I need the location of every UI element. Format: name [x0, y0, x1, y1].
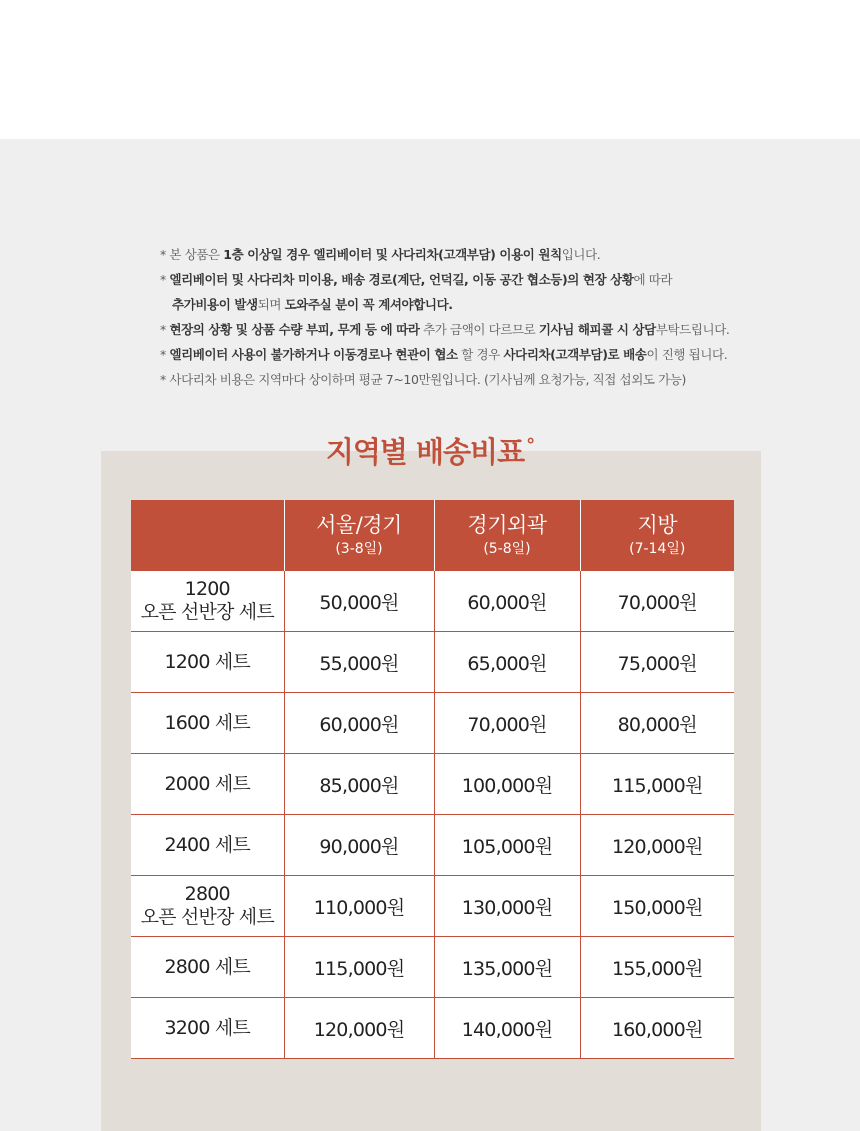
note-emphasis: 현장의 상황 및 상품 수량 부피, 무게 등 에 따라	[169, 322, 420, 337]
note-text: 입니다.	[561, 247, 601, 262]
note-text: 부탁드립니다.	[655, 322, 730, 337]
price-cell: 115,000원	[284, 937, 434, 998]
product-name-cell	[131, 937, 284, 998]
delivery-note	[160, 267, 820, 292]
table-row	[131, 754, 734, 815]
note-text: *	[160, 322, 170, 337]
section-title-text: 지역별 배송비표	[325, 435, 525, 469]
price-cell: 70,000원	[434, 693, 580, 754]
title-degree-mark: °	[526, 435, 535, 456]
product-name-cell	[131, 876, 284, 937]
price-cell: 160,000원	[580, 998, 734, 1059]
table-row	[131, 632, 734, 693]
note-emphasis: 엘리베이터 사용이 불가하거나 이동경로나 현관이 협소	[169, 347, 458, 362]
table-row	[131, 876, 734, 937]
price-cell: 60,000원	[434, 571, 580, 632]
price-cell: 60,000원	[284, 693, 434, 754]
shipping-fee-table	[131, 500, 734, 1059]
table-row	[131, 815, 734, 876]
price-cell: 135,000원	[434, 937, 580, 998]
product-name-cell	[131, 815, 284, 876]
product-name-cell	[131, 998, 284, 1059]
price-cell: 110,000원	[284, 876, 434, 937]
note-text: * 사다리차 비용은 지역마다 상이하며 평균 7~10만원입니다. (기사님께 요청가능, 직접 섭외도 가능)	[160, 372, 686, 387]
price-cell: 85,000원	[284, 754, 434, 815]
column-days: (3-8일)	[335, 540, 383, 557]
table-row	[131, 998, 734, 1059]
price-cell: 55,000원	[284, 632, 434, 693]
product-name-line: 1600 세트	[164, 711, 250, 734]
delivery-note	[160, 242, 820, 267]
price-cell: 150,000원	[580, 876, 734, 937]
product-name-line: 2800	[184, 883, 230, 905]
header-cell-item	[131, 500, 284, 571]
delivery-note	[160, 367, 820, 392]
price-cell: 105,000원	[434, 815, 580, 876]
delivery-notes	[160, 242, 820, 392]
price-cell: 70,000원	[580, 571, 734, 632]
note-emphasis: 도와주실 분이 꼭 계셔야합니다.	[284, 297, 453, 312]
note-text: 할 경우	[457, 347, 504, 362]
delivery-note	[160, 342, 820, 367]
note-emphasis: 추가비용이 발생	[172, 297, 258, 312]
price-cell: 80,000원	[580, 693, 734, 754]
column-region: 경기외곽	[467, 512, 547, 537]
note-emphasis: 엘리베이터 및 사다리차 미이용, 배송 경로(계단, 언덕길, 이동 공간 협소등)의 현장 상황	[169, 272, 634, 287]
note-text: *	[160, 272, 170, 287]
header-cell-provinces	[580, 500, 734, 571]
price-cell: 50,000원	[284, 571, 434, 632]
price-cell: 120,000원	[580, 815, 734, 876]
header-cell-gyeonggi-outskirts	[434, 500, 580, 571]
table-row	[131, 571, 734, 632]
price-cell: 100,000원	[434, 754, 580, 815]
product-name-line: 1200	[184, 578, 230, 600]
note-emphasis: 1층 이상일 경우 엘리베이터 및 사다리차(고객부담) 이용이 원칙	[223, 247, 562, 262]
product-name-line: 오픈 선반장 세트	[140, 906, 274, 928]
table-header-row	[131, 500, 734, 571]
note-emphasis: 사다리차(고객부담)로 배송	[503, 347, 647, 362]
price-cell: 130,000원	[434, 876, 580, 937]
price-cell: 75,000원	[580, 632, 734, 693]
product-name-line: 3200 세트	[164, 1016, 250, 1039]
price-cell: 155,000원	[580, 937, 734, 998]
product-name-cell	[131, 571, 284, 632]
note-text: 추가 금액이 다르므로	[419, 322, 539, 337]
product-name-cell	[131, 693, 284, 754]
product-name-line: 2800 세트	[164, 955, 250, 978]
note-text: *	[160, 347, 170, 362]
header-cell-seoul-gyeonggi	[284, 500, 434, 571]
note-text: 되며	[257, 297, 285, 312]
column-region: 서울/경기	[316, 512, 402, 537]
price-cell: 65,000원	[434, 632, 580, 693]
note-text: 에 따라	[633, 272, 673, 287]
product-name-line: 1200 세트	[164, 650, 250, 673]
column-days: (7-14일)	[629, 540, 686, 557]
price-cell: 120,000원	[284, 998, 434, 1059]
top-blank-area	[0, 0, 860, 139]
column-region: 지방	[637, 512, 678, 537]
price-cell: 140,000원	[434, 998, 580, 1059]
product-name-line: 오픈 선반장 세트	[140, 601, 274, 623]
product-name-cell	[131, 754, 284, 815]
product-name-cell	[131, 632, 284, 693]
column-days: (5-8일)	[483, 540, 531, 557]
price-cell: 90,000원	[284, 815, 434, 876]
price-cell: 115,000원	[580, 754, 734, 815]
table-row	[131, 693, 734, 754]
note-text: 이 진행 됩니다.	[646, 347, 728, 362]
product-name-line: 2400 세트	[164, 833, 250, 856]
product-name-line: 2000 세트	[164, 772, 250, 795]
section-title	[0, 430, 860, 474]
note-emphasis: 기사님 해피콜 시 상담	[538, 322, 656, 337]
table-row	[131, 937, 734, 998]
delivery-note	[160, 292, 820, 317]
delivery-note	[160, 317, 820, 342]
note-text: * 본 상품은	[160, 247, 224, 262]
